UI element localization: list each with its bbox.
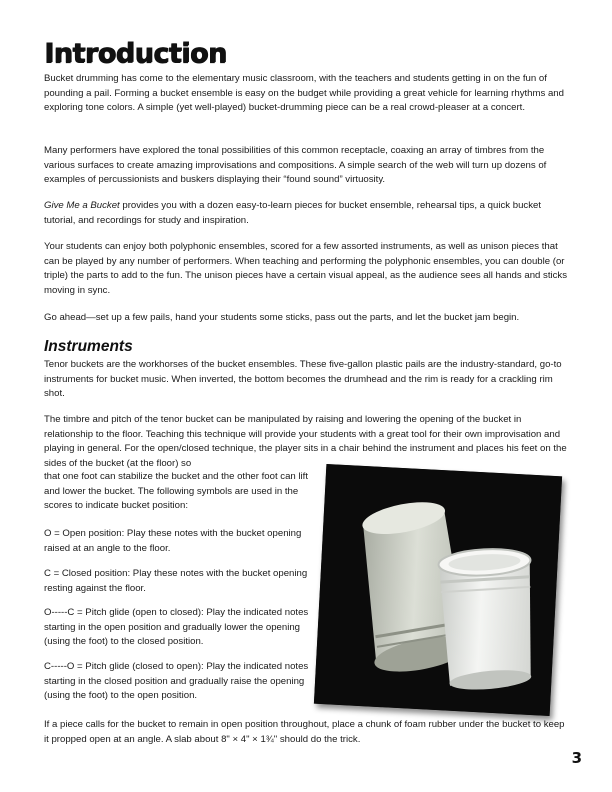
symbol-glide-open-to-closed: O-----C = Pitch glide (open to closed): Play the indicated notes starting in the open position and gradually lower the opening (using the foot) to the closed position.: [44, 607, 309, 648]
symbol-closed: C = Closed position: Play these notes with the bucket opening resting against the floor.: [44, 568, 308, 594]
instruments-paragraph-1: Tenor buckets are the workhorses of the bucket ensembles. These five-gallon plastic pails are the industry-standard, go-to instruments for bucket music. When inverted, the bottom becomes the drumhead and the rim is ready for a crackling rim shot.: [44, 359, 562, 400]
intro-paragraph-5: Go ahead—set up a few pails, hand your students some sticks, pass out the parts, and let the bucket jam begin.: [44, 312, 520, 323]
symbol-open: O = Open position: Play these notes with the bucket opening raised at an angle to the floor.: [44, 528, 302, 554]
page-title: Introduction: [44, 38, 227, 69]
page-number: 3: [571, 749, 582, 767]
intro-paragraph-2: Many performers have explored the tonal possibilities of this common receptacle, coaxing an array of timbres from the various surfaces to create amazing improvisations and compositions. A simple search of the web will turn up dozens of examples of percussionists and buskers displaying their “found sound” virtuosity.: [44, 145, 547, 186]
intro-paragraph-1: Bucket drumming has come to the elementary music classroom, with the teachers and students getting in on the fun of pounding a pail. Forming a bucket ensemble is easy on the budget while providing a great vehicle for learning rhythms and exploring tone colors. A simple (yet well-played) bucket-drumming piece can be a real crowd-pleaser at a concert.: [44, 73, 564, 114]
instruments-paragraph-2-continued: that one foot can stabilize the bucket and the other foot can lift and lower the bucket. The following symbols are used in the scores to indicate bucket position:: [44, 471, 309, 512]
instruments-paragraph-2: The timbre and pitch of the tenor bucket can be manipulated by raising and lowering the opening of the bucket in relationship to the floor. Teaching this technique will provide your students with a great tool for their own improvisation and playing in general. For the open/closed technique, the player sits in a chair behind the instrument and places his feet on the sides of the bucket (at the floor) so: [44, 414, 567, 469]
bucket-photo: [314, 464, 562, 716]
intro-paragraph-3-text: provides you with a dozen easy-to-learn pieces for bucket ensemble, rehearsal tips, a quick bucket tutorial, and recordings for study and inspiration.: [44, 200, 542, 226]
book-title: Give Me a Bucket: [44, 200, 120, 211]
intro-paragraph-3: [44, 199, 568, 228]
intro-paragraph-4: Your students can enjoy both polyphonic ensembles, scored for a few assorted instruments, as well as unison pieces that can be played by any number of performers. When teaching and performing the polyphonic ensembles, you can double (or triple) the parts to add to the fun. The unison pieces have a certain visual appeal, as the audience sees all hands and sticks moving in sync.: [44, 241, 568, 296]
bucket-illustration: [314, 464, 562, 716]
symbol-glide-closed-to-open: C-----O = Pitch glide (closed to open): Play the indicated notes starting in the closed position and gradually raise the opening (using the foot) to the open position.: [44, 661, 309, 702]
instruments-paragraph-last: If a piece calls for the bucket to remain in open position throughout, place a chunk of foam rubber under the bucket to keep it propped open at an angle. A slab about 8" × 4" × 1¾" should do the trick.: [44, 719, 565, 745]
section-heading-instruments: Instruments: [44, 338, 133, 355]
